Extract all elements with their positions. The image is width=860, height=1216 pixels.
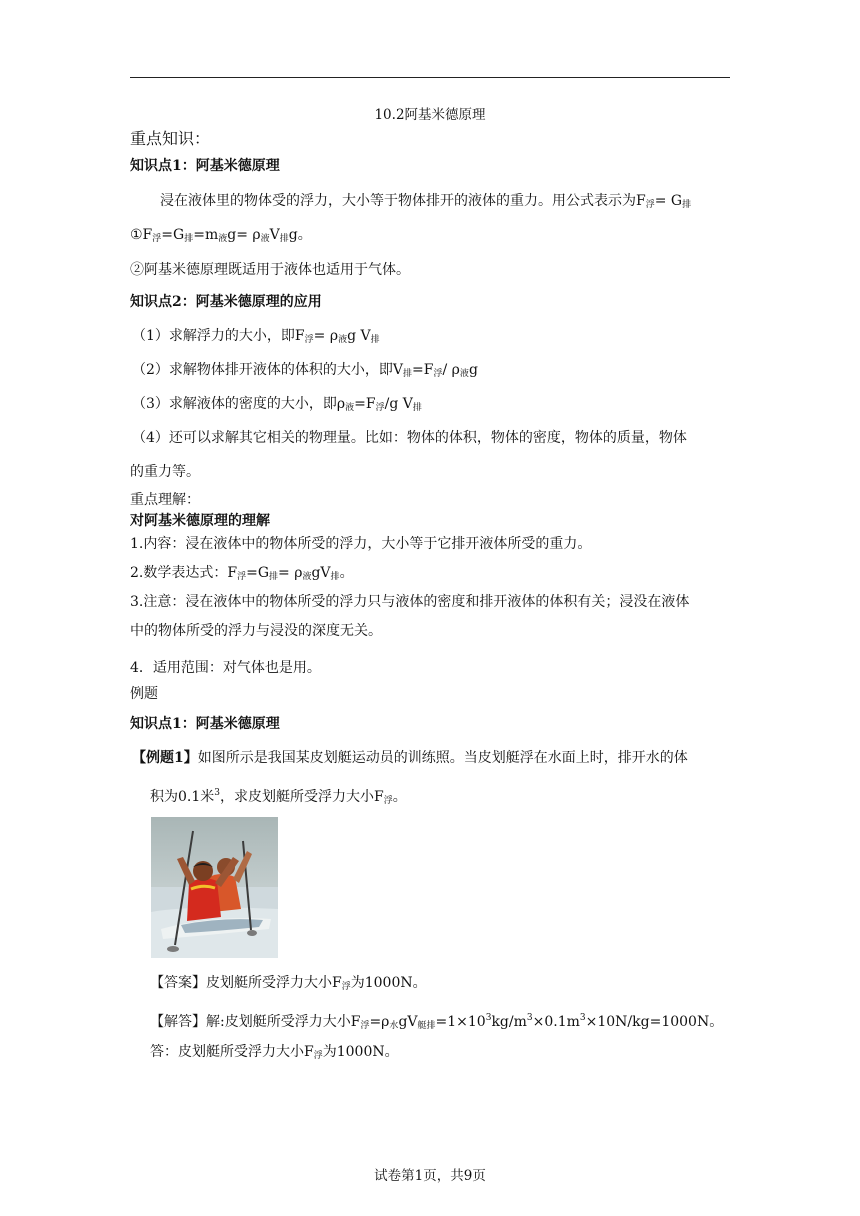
understanding-heading: 对阿基米德原理的理解 bbox=[130, 513, 270, 529]
kp1-definition: 浸在液体里的物体受的浮力，大小等于物体排开的液体的重力。用公式表示为F浮= G排 bbox=[160, 193, 692, 210]
solution-answer-line: 答：皮划艇所受浮力大小F浮为1000N。 bbox=[150, 1044, 399, 1061]
understanding-3-line2: 中的物体所受的浮力与浸没的深度无关。 bbox=[130, 623, 382, 639]
section-key-knowledge: 重点知识： bbox=[130, 129, 211, 148]
kp1-formula: ①F浮=G排=m液g= ρ液V排g。 bbox=[130, 227, 312, 244]
kp2-item-2: （2）求解物体排开液体的体积的大小，即V排=F浮/ ρ液g bbox=[132, 362, 478, 379]
example-1-line2: 积为0.1米$^3$，求皮划艇所受浮力大小F浮。 bbox=[150, 788, 407, 806]
section-key-understanding: 重点理解： bbox=[130, 492, 200, 508]
understanding-1: 1.内容：浸在液体中的物体所受的浮力，大小等于它排开液体所受的重力。 bbox=[130, 536, 592, 552]
kp1b-heading: 知识点1：阿基米德原理 bbox=[130, 716, 280, 732]
understanding-2: 2.数学表达式：F浮=G排= ρ液gV排。 bbox=[130, 565, 354, 582]
kp2-item-4-line2: 的重力等。 bbox=[130, 464, 200, 480]
solution-line: 【解答】解:皮划艇所受浮力大小F浮=ρ水gV艇排$=1\times 10^3kg/m^3\times 0.1m^3\times 10N/kg=1000N$。 bbox=[150, 1013, 724, 1031]
page-footer: 试卷第1页，共9页 bbox=[374, 1168, 486, 1184]
section-examples: 例题 bbox=[130, 686, 158, 702]
page-title: 10.2阿基米德原理 bbox=[374, 107, 486, 123]
answer-line: 【答案】皮划艇所受浮力大小F浮为1000N。 bbox=[150, 975, 427, 992]
kp1-heading: 知识点1：阿基米德原理 bbox=[130, 158, 280, 174]
kp2-item-4-line1: （4）还可以求解其它相关的物理量。比如：物体的体积，物体的密度，物体的质量，物体 bbox=[132, 430, 687, 446]
header-rule bbox=[130, 77, 730, 78]
understanding-3-line1: 3.注意：浸在液体中的物体所受的浮力只与液体的密度和排开液体的体积有关；浸没在液体 bbox=[130, 594, 690, 610]
understanding-4: 4．适用范围：对气体也是用。 bbox=[130, 660, 321, 676]
kayak-training-photo bbox=[151, 817, 278, 958]
kp2-item-3: （3）求解液体的密度的大小，即ρ液=F浮/g V排 bbox=[132, 396, 422, 413]
kp2-heading: 知识点2：阿基米德原理的应用 bbox=[130, 294, 322, 310]
example-1-line1: 【例题1】如图所示是我国某皮划艇运动员的训练照。当皮划艇浮在水面上时，排开水的体 bbox=[132, 750, 688, 766]
kp1-note: ②阿基米德原理既适用于液体也适用于气体。 bbox=[130, 262, 410, 278]
kp2-item-1: （1）求解浮力的大小，即F浮= ρ液g V排 bbox=[132, 328, 380, 345]
